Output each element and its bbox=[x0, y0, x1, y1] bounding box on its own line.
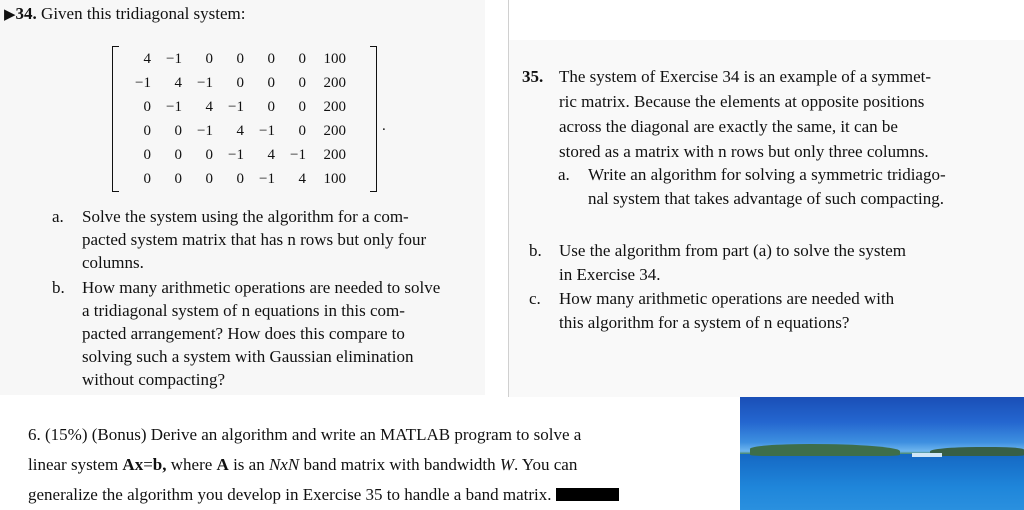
matrix-cell: 0 bbox=[174, 170, 182, 187]
part-c-line: this algorithm for a system of n equations? bbox=[559, 313, 850, 332]
problem-34-title: Given this tridiagonal system: bbox=[41, 4, 246, 23]
matrix-right-bracket bbox=[370, 46, 377, 192]
problem-34-part-b bbox=[52, 276, 440, 391]
part-b-line: pacted arrangement? How does this compare to bbox=[82, 324, 405, 343]
matrix-cell: −1 bbox=[166, 98, 182, 115]
matrix-cell: 100 bbox=[323, 50, 346, 67]
matrix-cell: 4 bbox=[174, 74, 182, 91]
bonus-text: generalize the algorithm you develop in Exercise 35 to handle a band matrix. bbox=[28, 485, 552, 504]
problem-35-line: The system of Exercise 34 is an example of a symmet- bbox=[559, 67, 931, 86]
part-a-line: columns. bbox=[82, 253, 144, 272]
problem-35-part-b bbox=[529, 239, 906, 287]
matrix-cell: 4 bbox=[205, 98, 213, 115]
bonus-line-2 bbox=[28, 450, 619, 480]
part-a-line: nal system that takes advantage of such compacting. bbox=[588, 189, 944, 208]
desktop-wallpaper bbox=[740, 397, 1024, 510]
matrix-cell: 0 bbox=[298, 122, 306, 139]
matrix-cell: 200 bbox=[323, 146, 346, 163]
problem-34-heading bbox=[4, 4, 246, 24]
problem-34-part-a bbox=[52, 205, 426, 274]
part-c-line: How many arithmetic operations are needed with bbox=[559, 289, 895, 308]
matrix-cell: 0 bbox=[205, 146, 213, 163]
bonus-var-b: b, bbox=[152, 455, 167, 474]
redaction-bar bbox=[556, 488, 619, 501]
part-a-line: Solve the system using the algorithm for a com- bbox=[82, 207, 409, 226]
problem-35-line: across the diagonal are exactly the same, it can be bbox=[559, 117, 898, 136]
matrix-cell: 0 bbox=[298, 50, 306, 67]
matrix-grid bbox=[120, 47, 346, 191]
bonus-text: is an bbox=[228, 455, 269, 474]
matrix-row bbox=[120, 167, 346, 191]
matrix-cell: 200 bbox=[323, 74, 346, 91]
matrix-cell: −1 bbox=[197, 74, 213, 91]
bonus-var-A: A bbox=[216, 455, 229, 474]
matrix-cell: 0 bbox=[267, 74, 275, 91]
matrix-cell: −1 bbox=[228, 146, 244, 163]
matrix-row bbox=[120, 119, 346, 143]
part-b-line: in Exercise 34. bbox=[559, 265, 661, 284]
problem-35-number: 35. bbox=[522, 67, 544, 86]
matrix-left-bracket bbox=[112, 46, 119, 192]
matrix-cell: 0 bbox=[298, 74, 306, 91]
matrix-cell: 0 bbox=[143, 146, 151, 163]
matrix-cell: 0 bbox=[236, 50, 244, 67]
bonus-problem bbox=[28, 420, 619, 510]
bonus-var-Ax: Ax bbox=[122, 455, 144, 474]
matrix-cell: 0 bbox=[143, 98, 151, 115]
matrix-cell: 0 bbox=[143, 170, 151, 187]
matrix-cell: 0 bbox=[205, 170, 213, 187]
part-b-line: How many arithmetic operations are needed to solve bbox=[82, 278, 441, 297]
matrix-cell: 0 bbox=[267, 98, 275, 115]
matrix-cell: 0 bbox=[174, 146, 182, 163]
matrix-cell: −1 bbox=[197, 122, 213, 139]
matrix-cell: 4 bbox=[267, 146, 275, 163]
part-b-line: a tridiagonal system of n equations in this com- bbox=[82, 301, 405, 320]
matrix-cell: 0 bbox=[298, 98, 306, 115]
bonus-text: where bbox=[166, 455, 217, 474]
bonus-equals: = bbox=[143, 455, 153, 474]
problem-35-line: stored as a matrix with n rows but only three columns. bbox=[559, 142, 929, 161]
part-b-line: solving such a system with Gaussian elimination bbox=[82, 347, 414, 366]
matrix-row bbox=[120, 95, 346, 119]
matrix-cell: 0 bbox=[205, 50, 213, 67]
matrix-cell: 0 bbox=[236, 74, 244, 91]
problem-35-part-c bbox=[529, 287, 894, 335]
matrix-cell: 200 bbox=[323, 122, 346, 139]
matrix-cell: 0 bbox=[267, 50, 275, 67]
triangle-marker-icon: ▶ bbox=[4, 7, 16, 23]
part-b-line: Use the algorithm from part (a) to solve the system bbox=[559, 241, 906, 260]
matrix-row bbox=[120, 71, 346, 95]
bonus-text: band matrix with bandwidth bbox=[299, 455, 500, 474]
bonus-var-NxN: NxN bbox=[268, 455, 300, 474]
part-label: a. bbox=[558, 165, 570, 184]
part-label: a. bbox=[52, 207, 64, 226]
part-label: b. bbox=[529, 241, 542, 260]
problem-35-part-a bbox=[529, 163, 946, 211]
bonus-text: linear system bbox=[28, 455, 123, 474]
matrix-cell: 0 bbox=[143, 122, 151, 139]
matrix-cell: 0 bbox=[236, 170, 244, 187]
matrix-cell: 200 bbox=[323, 98, 346, 115]
matrix-row bbox=[120, 143, 346, 167]
part-a-line: pacted system matrix that has n rows but only four bbox=[82, 230, 427, 249]
bonus-text: . You can bbox=[514, 455, 578, 474]
bonus-line-1: 6. (15%) (Bonus) Derive an algorithm and write an MATLAB program to solve a bbox=[28, 425, 582, 444]
matrix-cell: −1 bbox=[290, 146, 306, 163]
bonus-var-W: W bbox=[499, 455, 515, 474]
problem-35-statement bbox=[522, 64, 931, 164]
matrix-cell: 100 bbox=[323, 170, 346, 187]
augmented-matrix bbox=[112, 46, 377, 192]
matrix-row bbox=[120, 47, 346, 71]
problem-35-line: ric matrix. Because the elements at opposite positions bbox=[559, 92, 925, 111]
part-label: b. bbox=[52, 278, 65, 297]
matrix-cell: −1 bbox=[166, 50, 182, 67]
matrix-cell: 4 bbox=[298, 170, 306, 187]
matrix-cell: 4 bbox=[236, 122, 244, 139]
matrix-cell: 4 bbox=[143, 50, 151, 67]
matrix-cell: −1 bbox=[228, 98, 244, 115]
part-b-line: without compacting? bbox=[82, 370, 226, 389]
matrix-cell: −1 bbox=[135, 74, 151, 91]
matrix-cell: −1 bbox=[259, 170, 275, 187]
matrix-trailing-mark: . bbox=[382, 118, 386, 134]
part-label: c. bbox=[529, 289, 541, 308]
matrix-cell: −1 bbox=[259, 122, 275, 139]
matrix-cell: 0 bbox=[174, 122, 182, 139]
bonus-line-3 bbox=[28, 480, 619, 510]
problem-34-number: 34. bbox=[15, 4, 37, 23]
part-a-line: Write an algorithm for solving a symmetric tridiago- bbox=[588, 165, 946, 184]
